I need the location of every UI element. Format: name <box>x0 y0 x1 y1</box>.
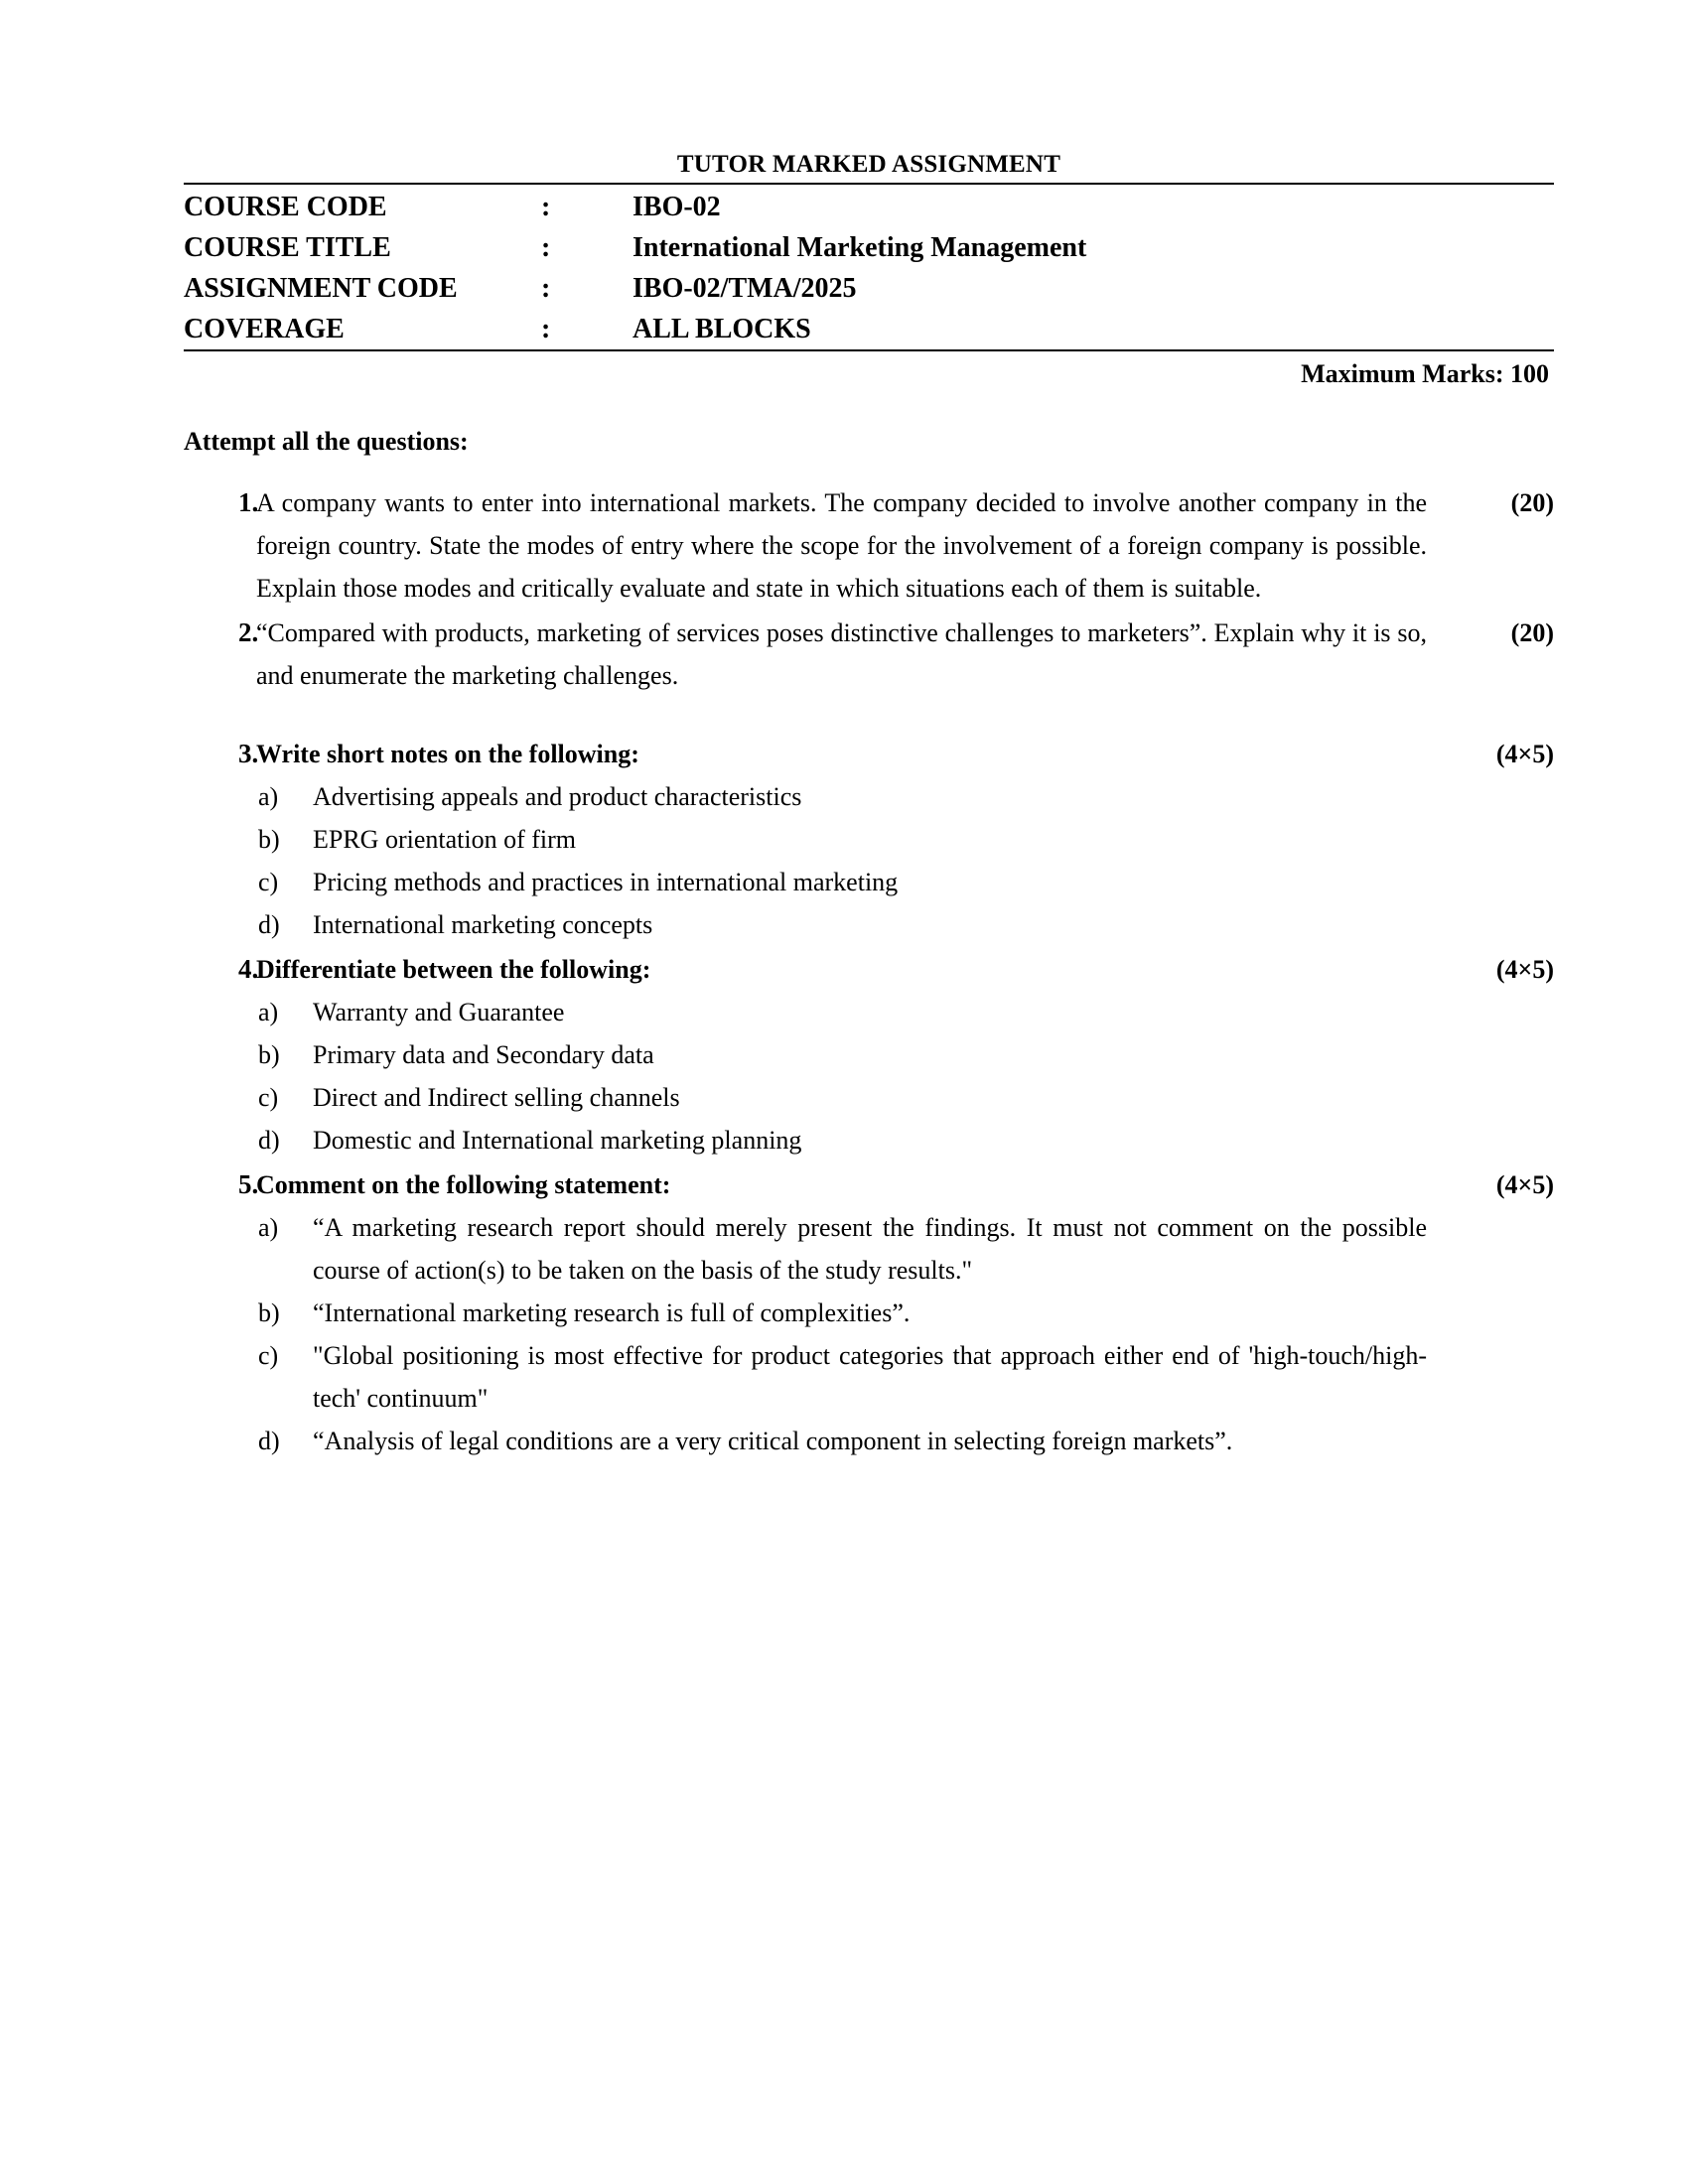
list-item <box>256 1033 1427 1076</box>
meta-row-coverage <box>184 309 1554 349</box>
question-subitems <box>256 991 1427 1161</box>
list-item <box>256 1206 1427 1292</box>
subitem-text: Primary data and Secondary data <box>313 1040 654 1069</box>
meta-row-course-code <box>184 187 1554 227</box>
subitem-label: c) <box>258 1083 279 1112</box>
subitem-label: d) <box>258 1126 280 1155</box>
meta-colon-assignment-code: : <box>541 273 551 304</box>
subitem-text: Domestic and International marketing planning <box>313 1126 802 1155</box>
question-item <box>184 612 1554 697</box>
subitem-label: a) <box>258 998 279 1026</box>
list-item <box>256 1076 1427 1119</box>
list-item <box>256 991 1427 1033</box>
meta-row-course-title <box>184 227 1554 268</box>
meta-colon-course-title: : <box>541 232 551 263</box>
meta-value-coverage: ALL BLOCKS <box>633 314 811 344</box>
meta-row-assignment-code <box>184 268 1554 309</box>
meta-value-course-code: IBO-02 <box>633 192 721 222</box>
list-item <box>256 1292 1427 1334</box>
header-top-rule <box>184 183 1554 185</box>
maximum-marks: Maximum Marks: 100 <box>1301 359 1549 388</box>
question-item <box>184 733 1554 946</box>
course-meta-body <box>184 187 1554 349</box>
question-number: 1. <box>238 487 259 517</box>
subitem-label: a) <box>258 782 279 811</box>
question-marks: (20) <box>1510 488 1554 517</box>
subitem-label: b) <box>258 825 280 854</box>
subitem-text: Advertising appeals and product characteristics <box>313 782 802 811</box>
subitem-text: Warranty and Guarantee <box>313 998 565 1026</box>
question-text: Differentiate between the following: <box>256 955 651 984</box>
list-item <box>256 775 1427 818</box>
meta-label-course-code: COURSE CODE <box>184 192 387 222</box>
question-body <box>256 612 1554 697</box>
question-body <box>256 733 1554 946</box>
list-item <box>256 861 1427 903</box>
subitem-text: Direct and Indirect selling channels <box>313 1083 680 1112</box>
question-text: A company wants to enter into international markets. The company decided to involve another company in the foreign country. State the modes of entry where the scope for the involvement of a foreign company is possible. Explain those modes and critically evaluate and state in which situations each of them is suitable. <box>256 488 1427 603</box>
subitem-label: d) <box>258 910 280 939</box>
document-title: TUTOR MARKED ASSIGNMENT <box>676 151 1061 178</box>
subitem-label: b) <box>258 1298 280 1327</box>
subitem-text: “International marketing research is full of complexities”. <box>313 1298 911 1327</box>
question-text: Write short notes on the following: <box>256 740 639 768</box>
question-marks: (20) <box>1510 618 1554 647</box>
subitem-text: EPRG orientation of firm <box>313 825 577 854</box>
subitem-label: a) <box>258 1213 279 1242</box>
header-bottom-rule <box>184 349 1554 351</box>
subitem-text: Pricing methods and practices in international marketing <box>313 868 899 896</box>
course-meta-table <box>184 187 1554 349</box>
question-marks: (4×5) <box>1495 955 1554 984</box>
question-marks: (4×5) <box>1495 740 1554 768</box>
meta-label-coverage: COVERAGE <box>184 314 345 344</box>
question-body <box>256 948 1554 1161</box>
question-item <box>184 948 1554 1161</box>
meta-value-course-title: International Marketing Management <box>633 232 1087 263</box>
subitem-text: International marketing concepts <box>313 910 653 939</box>
list-item <box>256 1420 1427 1462</box>
list-item <box>256 1119 1427 1161</box>
question-text: “Compared with products, marketing of services poses distinctive challenges to marketers”. Explain why it is so, and enumerate the marketing challenges. <box>256 618 1427 690</box>
subitem-label: d) <box>258 1427 280 1455</box>
subitem-label: b) <box>258 1040 280 1069</box>
meta-label-assignment-code: ASSIGNMENT CODE <box>184 273 458 304</box>
list-item <box>256 903 1427 946</box>
list-item <box>256 1334 1427 1420</box>
list-item <box>256 818 1427 861</box>
subitem-label: c) <box>258 1341 279 1370</box>
question-number: 4. <box>238 954 259 984</box>
question-subitems <box>256 1206 1427 1462</box>
question-number: 5. <box>238 1169 259 1199</box>
subitem-text: “Analysis of legal conditions are a very critical component in selecting foreign markets”. <box>313 1427 1233 1455</box>
question-item <box>184 1163 1554 1462</box>
question-number: 3. <box>238 739 259 768</box>
subitem-label: c) <box>258 868 279 896</box>
attempt-instruction: Attempt all the questions: <box>184 427 469 456</box>
assignment-header <box>184 149 1554 391</box>
question-marks: (4×5) <box>1495 1170 1554 1199</box>
question-number: 2. <box>238 617 259 647</box>
question-item <box>184 481 1554 610</box>
question-subitems <box>256 775 1427 946</box>
subitem-text: "Global positioning is most effective for product categories that approach either end of 'high-touch/high-tech' continuum" <box>313 1341 1427 1413</box>
meta-value-assignment-code: IBO-02/TMA/2025 <box>633 273 857 304</box>
questions-list <box>184 481 1554 1464</box>
meta-colon-course-code: : <box>541 192 551 222</box>
question-text: Comment on the following statement: <box>256 1170 671 1199</box>
subitem-text: “A marketing research report should merely present the findings. It must not comment on the possible course of action(s) to be taken on the basis of the study results." <box>313 1213 1427 1285</box>
question-body <box>256 1163 1554 1462</box>
question-body <box>256 481 1554 610</box>
meta-colon-coverage: : <box>541 314 551 344</box>
meta-label-course-title: COURSE TITLE <box>184 232 391 263</box>
